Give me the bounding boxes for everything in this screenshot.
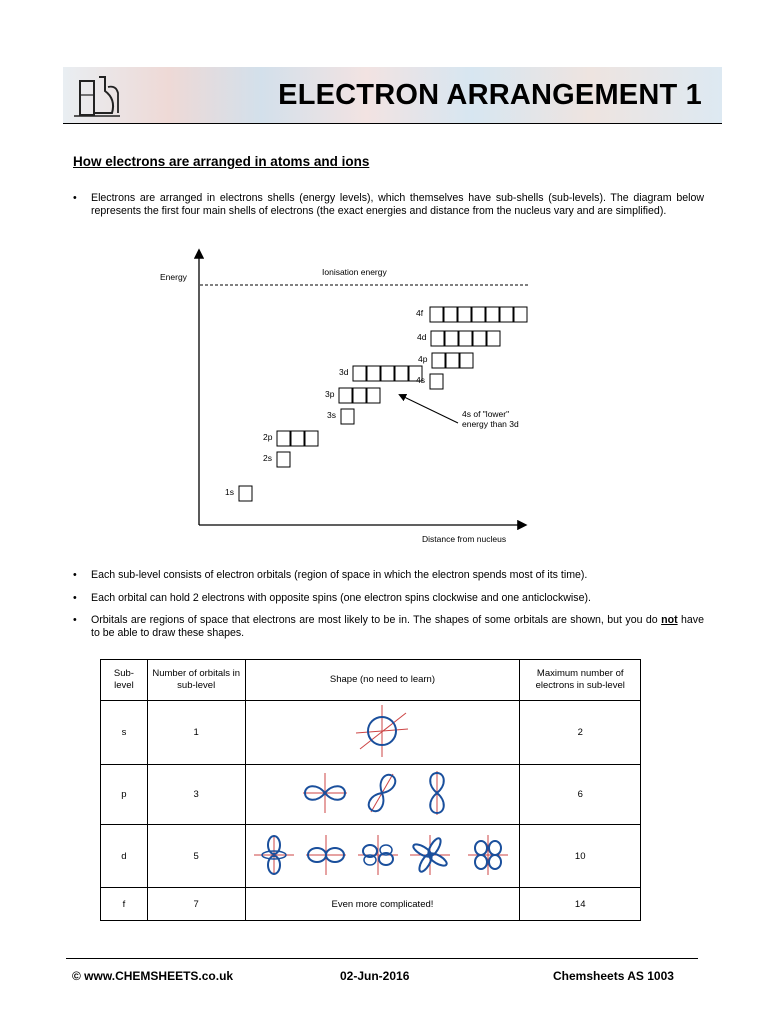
cell-orbitals: 1 [147, 701, 245, 765]
sublevel-label-2s: 2s [263, 453, 272, 463]
sublevel-label-1s: 1s [225, 487, 234, 497]
orbital-box-4d [431, 331, 444, 346]
orbital-box-2p [277, 431, 290, 446]
orbital-box-2s [277, 452, 290, 467]
title-banner [63, 67, 722, 124]
bullet-item: • Each orbital can hold 2 electrons with opposite spins (one electron spins clockwise and one anticlockwise). [73, 592, 704, 605]
sublevel-label-2p: 2p [263, 432, 273, 442]
cell-sublevel: d [101, 825, 148, 888]
cell-shape [245, 825, 520, 888]
orbital-box-4s [430, 374, 443, 389]
orbital-box-4d [445, 331, 458, 346]
orbital-box-4d [473, 331, 486, 346]
sublevel-label-4s: 4s [416, 375, 425, 385]
bullet-item: • Electrons are arranged in electrons shells (energy levels), which themselves have sub-shells (sub-levels). The diagram below represents the first four main shells of electrons (the exact energies and distance from the nucleus vary and are simplified). [73, 192, 704, 217]
orbital-box-4f [444, 307, 457, 322]
orbital-box-4f [500, 307, 513, 322]
bullet-text: Electrons are arranged in electrons shells (energy levels), which themselves have sub-shells (sub-levels). The diagram below represents the first four main shells of electrons (the exact energies and distance from the nucleus vary and are simplified). [91, 192, 704, 217]
emphasis-not: not [661, 614, 678, 626]
orbital-box-4p [432, 353, 445, 368]
footer-website: © www.CHEMSHEETS.co.uk [72, 969, 234, 983]
cell-max-electrons: 14 [520, 888, 641, 921]
cell-orbitals: 5 [147, 825, 245, 888]
header-orbitals: Number of orbitals in sub-level [147, 660, 245, 701]
cell-shape [245, 765, 520, 825]
orbital-box-3d [395, 366, 408, 381]
page-title: ELECTRON ARRANGEMENT 1 [278, 79, 702, 111]
sublevel-label-4d: 4d [417, 332, 427, 342]
energy-level-diagram [150, 245, 550, 550]
orbital-box-4f [472, 307, 485, 322]
table-row [101, 765, 641, 825]
annotation-line-2: energy than 3d [462, 419, 519, 429]
orbital-box-3p [367, 388, 380, 403]
orbital-box-4f [486, 307, 499, 322]
header-max-electrons: Maximum number of electrons in sub-level [520, 660, 641, 701]
footer-divider [66, 958, 698, 959]
sublevel-group [225, 307, 527, 501]
orbital-box-3d [367, 366, 380, 381]
table-header-row [101, 660, 641, 701]
annotation-line-1: 4s of "lower" [462, 409, 510, 419]
s-orbital-icon [352, 701, 412, 761]
cell-max-electrons: 6 [520, 765, 641, 825]
orbital-box-4f [458, 307, 471, 322]
d-orbitals-icon [250, 830, 515, 880]
table-row [101, 825, 641, 888]
orbital-box-3d [381, 366, 394, 381]
bullet-item: • Orbitals are regions of space that electrons are most likely to be in. The shapes of some orbitals are shown, but you do not have to be able to draw these shapes. [73, 614, 704, 639]
cell-orbitals: 7 [147, 888, 245, 921]
lab-glassware-icon [72, 73, 122, 119]
orbital-box-4d [487, 331, 500, 346]
orbital-box-4p [460, 353, 473, 368]
bullet-item: • Each sub-level consists of electron orbitals (region of space in which the electron spends most of its time). [73, 569, 704, 582]
orbital-box-4f [514, 307, 527, 322]
footer-date: 02-Jun-2016 [340, 969, 410, 983]
orbital-table [100, 659, 641, 921]
cell-max-electrons: 10 [520, 825, 641, 888]
table-row [101, 701, 641, 765]
orbital-box-3d [353, 366, 366, 381]
cell-max-electrons: 2 [520, 701, 641, 765]
sublevel-label-4f: 4f [416, 308, 424, 318]
x-axis-label: Distance from nucleus [422, 534, 507, 544]
orbital-box-4p [446, 353, 459, 368]
cell-shape: Even more complicated! [245, 888, 520, 921]
cell-sublevel: s [101, 701, 148, 765]
section-heading: How electrons are arranged in atoms and ions [73, 154, 370, 169]
orbital-box-1s [239, 486, 252, 501]
orbital-box-3p [339, 388, 352, 403]
footer-reference: Chemsheets AS 1003 [553, 969, 674, 983]
orbital-box-4f [430, 307, 443, 322]
bullet-text: Orbitals are regions of space that electrons are most likely to be in. The shapes of some orbitals are shown, but you do not have to be able to draw these shapes. [91, 614, 704, 639]
cell-shape [245, 701, 520, 765]
sublevel-label-4p: 4p [418, 354, 428, 364]
y-axis-label: Energy [160, 272, 187, 282]
sublevel-label-3d: 3d [339, 367, 349, 377]
bullet-text: Each orbital can hold 2 electrons with opposite spins (one electron spins clockwise and one anticlockwise). [91, 592, 591, 604]
table-row [101, 888, 641, 921]
ionisation-label: Ionisation energy [322, 267, 387, 277]
cell-sublevel: f [101, 888, 148, 921]
header-shape: Shape (no need to learn) [245, 660, 520, 701]
orbital-box-2p [305, 431, 318, 446]
cell-sublevel: p [101, 765, 148, 825]
orbital-box-4d [459, 331, 472, 346]
sublevel-label-3p: 3p [325, 389, 335, 399]
sublevel-label-3s: 3s [327, 410, 336, 420]
annotation-arrow [400, 395, 458, 423]
cell-orbitals: 3 [147, 765, 245, 825]
orbital-box-3p [353, 388, 366, 403]
header-sublevel: Sub-level [101, 660, 148, 701]
p-orbitals-icon [297, 768, 467, 818]
bullet-text: Each sub-level consists of electron orbitals (region of space in which the electron spends most of its time). [91, 569, 588, 581]
orbital-box-3s [341, 409, 354, 424]
orbital-box-2p [291, 431, 304, 446]
